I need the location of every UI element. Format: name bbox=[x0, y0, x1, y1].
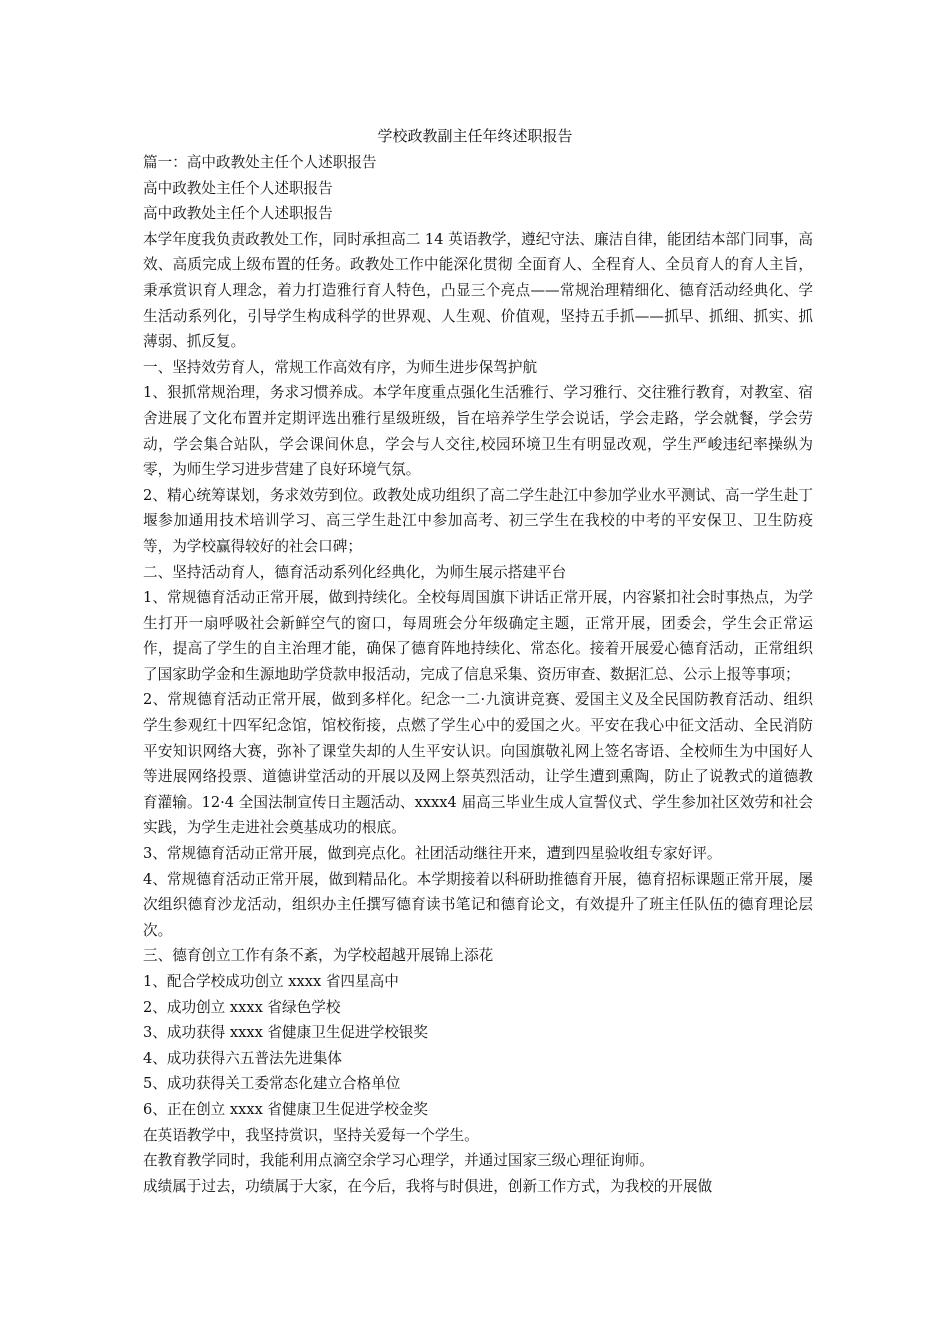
section-heading: 一、坚持效劳育人，常规工作高效有序，为师生进步保驾护航 bbox=[143, 358, 538, 376]
list-item: 1、配合学校成功创立 xxxx 省四星高中 bbox=[143, 973, 399, 990]
paragraph: 高中政教处主任个人述职报告 bbox=[143, 179, 333, 197]
list-item: 4、成功获得六五普法先进集体 bbox=[143, 1049, 343, 1067]
paragraph: 2、精心统筹谋划，务求效劳到位。政教处成功组织了高二学生赴江中参加学业水平测试、高一学生赴丁堰参加通用技术培训学习、高三学生赴江中参加高考、初三学生在我校的中考的平安保卫、卫生防疫等，为学校赢得较好的社会口碑； bbox=[143, 486, 813, 555]
document-title: 学校政教副主任年终述职报告 bbox=[377, 127, 573, 145]
paragraph: 1、狠抓常规治理，务求习惯养成。本学年度重点强化生活雅行、学习雅行、交往雅行教育，对教室、宿舍进展了文化布置并定期评选出雅行星级班级，旨在培养学生学会说话，学会走路，学会就餐，学会劳动，学会集合站队，学会课间休息，学会与人交往,校园环境卫生有明显改观，学生严峻违纪率操纵为零，为师生学习进步营建了良好环境气氛。 bbox=[143, 384, 813, 479]
paragraph: 1、常规德育活动正常开展，做到持续化。全校每周国旗下讲话正常开展，内容紧扣社会时事热点，为学生打开一扇呼吸社会新鲜空气的窗口，每周班会分年级确定主题，正常开展，团委会，学生会正常运作，提高了学生的自主治理才能，确保了德育阵地持续化、常态化。接着开展爱心德育活动，正常组织了国家助学金和生源地助学贷款申报活动，完成了信息采集、资历审查、数据汇总、公示上报等事项； bbox=[143, 589, 813, 683]
list-item: 2、成功创立 xxxx 省绿色学校 bbox=[143, 998, 341, 1016]
section-heading: 二、坚持活动育人，德育活动系列化经典化，为师生展示搭建平台 bbox=[143, 563, 567, 581]
document-body bbox=[143, 150, 813, 1199]
paragraph: 4、常规德育活动正常开展，做到精品化。本学期接着以科研助推德育开展，德育招标课题正常开展，屡次组织德育沙龙活动，组织办主任撰写德育读书笔记和德育论文，有效提升了班主任队伍的德育理论层次。 bbox=[143, 870, 813, 939]
list-item: 3、成功获得 xxxx 省健康卫生促进学校银奖 bbox=[143, 1024, 428, 1042]
paragraph: 本学年度我负责政教处工作，同时承担高二 14 英语教学，遵纪守法、廉洁自律，能团结本部门同事，高效、高质完成上级布置的任务。政教处工作中能深化贯彻 全面育人、全程育人、全员育人的育人主旨，秉承赏识育人理念，着力打造雅行育人特色，凸显三个亮点——常规治理精细化、德育活动经典化、学生活动系列化，引导学生构成科学的世界观、人生观、价值观，坚持五手抓——抓早、抓细、抓实、抓薄弱、抓反复。 bbox=[143, 230, 813, 351]
paragraph: 在英语教学中，我坚持赏识，坚持关爱每一个学生。 bbox=[143, 1126, 479, 1144]
paragraph: 在教育教学同时，我能利用点滴空余学习心理学，并通过国家三级心理征询师。 bbox=[143, 1152, 654, 1170]
list-item: 5、成功获得关工委常态化建立合格单位 bbox=[143, 1075, 401, 1093]
paragraph: 篇一：高中政教处主任个人述职报告 bbox=[143, 154, 377, 171]
paragraph: 成绩属于过去，功绩属于大家，在今后，我将与时俱进，创新工作方式，为我校的开展做 bbox=[143, 1177, 713, 1195]
paragraph: 2、常规德育活动正常开展，做到多样化。纪念一二·九演讲竞赛、爱国主义及全民国防教育活动、组织学生参观红十四军纪念馆，馆校衔接，点燃了学生心中的爱国之火。平安在我心中征文活动、全民消防平安知识网络大赛，弥补了课堂失却的人生平安认识。向国旗敬礼网上签名寄语、全校师生为中国好人等进展网络投票、道德讲堂活动的开展以及网上祭英烈活动，让学生遭到熏陶，防止了说教式的道德教育灌输。12·4 全国法制宣传日主题活动、xxxx4 届高三毕业生成人宣誓仪式、学生参加社区效劳和社会实践，为学生走进社会奠基成功的根底。 bbox=[143, 691, 813, 837]
paragraph: 3、常规德育活动正常开展，做到亮点化。社团活动继往开来，遭到四星验收组专家好评。 bbox=[143, 845, 722, 863]
paragraph: 高中政教处主任个人述职报告 bbox=[143, 205, 333, 223]
section-heading: 三、德育创立工作有条不紊，为学校超越开展锦上添花 bbox=[143, 947, 494, 965]
list-item: 6、正在创立 xxxx 省健康卫生促进学校金奖 bbox=[143, 1100, 428, 1118]
